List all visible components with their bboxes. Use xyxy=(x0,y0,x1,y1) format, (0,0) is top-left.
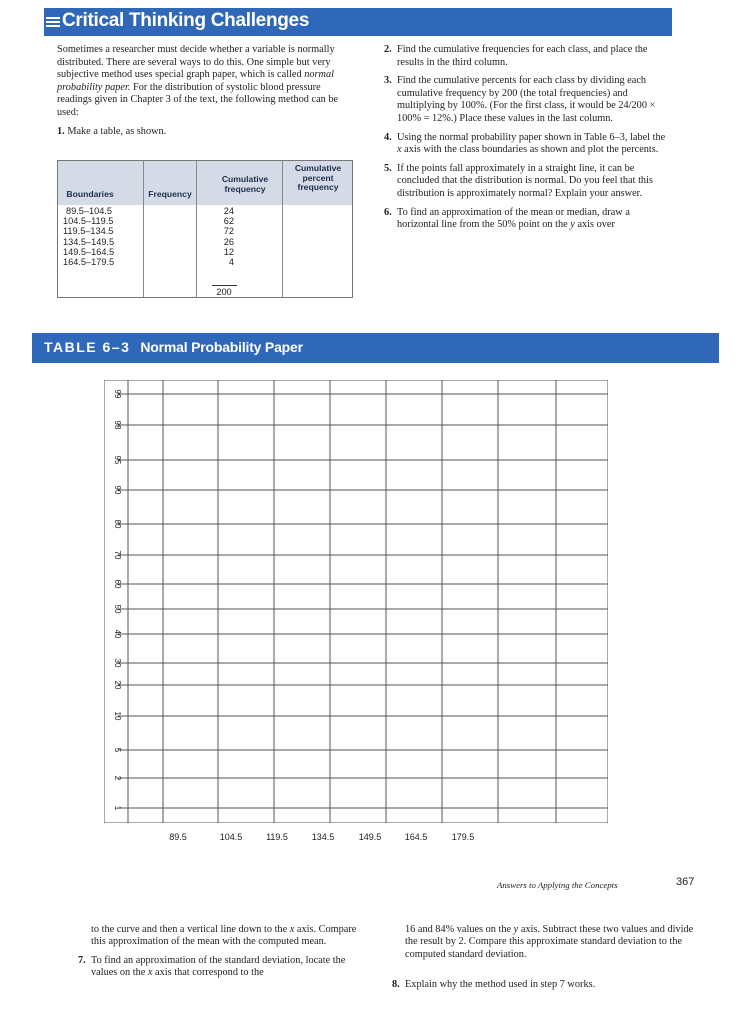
step-text: axis with the class boundaries as shown and plot the percents. xyxy=(401,144,659,156)
y-tick-label: 90 xyxy=(113,485,122,495)
step-7 xyxy=(78,955,358,980)
step-number: 2. xyxy=(384,44,392,55)
table-row: 12 xyxy=(223,246,234,257)
y-tick-label: 70 xyxy=(113,550,122,560)
step-6 xyxy=(384,207,672,232)
table-6-3-header xyxy=(32,333,719,363)
section-title: Critical Thinking Challenges xyxy=(62,10,310,31)
table-row: 104.5–119.5 xyxy=(63,216,114,227)
y-tick-label: 1 xyxy=(113,805,122,811)
x-tick-label: 134.5 xyxy=(311,832,335,842)
step-3 xyxy=(384,75,672,125)
x-tick-label: 149.5 xyxy=(358,832,382,842)
step-text: Make a table, as shown. xyxy=(67,125,167,137)
intro-emphasis: normal probability paper. xyxy=(57,69,334,93)
step-variable: y xyxy=(570,219,575,231)
table-6-3-title xyxy=(44,339,303,355)
step-5 xyxy=(384,163,672,201)
step-variable: x xyxy=(147,966,153,978)
table-divider xyxy=(143,161,144,297)
header-line: Cumulative xyxy=(221,174,269,184)
y-tick-label: 95 xyxy=(113,455,122,465)
step-text: 16 and 84% values on the xyxy=(405,924,514,935)
table-divider xyxy=(196,161,197,297)
y-tick-label: 2 xyxy=(113,775,122,781)
y-tick-label: 50 xyxy=(113,604,122,614)
y-tick-label: 98 xyxy=(113,420,122,430)
intro-text-1: Sometimes a researcher must decide whether a variable is normally distributed. There are several ways to do this. One simple but very subjective method uses special graph paper, which is called xyxy=(57,44,335,81)
table-label: TABLE 6–3 xyxy=(44,339,131,355)
right-column xyxy=(384,44,672,238)
table-divider xyxy=(282,161,283,297)
header-cumulative-percent xyxy=(284,164,352,193)
step-variable: y xyxy=(513,924,519,935)
step-text: Explain why the method used in step 7 works. xyxy=(405,978,596,990)
y-tick-label: 5 xyxy=(113,747,122,753)
bottom-left-column xyxy=(78,924,358,979)
table-row: 4 xyxy=(228,257,234,268)
intro-text-2: For the distribution of systolic blood pressure readings given in Chapter 3 of the text, the following method can be used: xyxy=(57,81,339,118)
step-number: 4. xyxy=(384,131,392,143)
header-line: percent xyxy=(302,172,334,183)
step-text: to the curve and then a vertical line down to the xyxy=(91,924,290,935)
y-tick-label: 30 xyxy=(113,658,122,668)
x-tick-label: 89.5 xyxy=(169,832,187,842)
table-row: 164.5–179.5 xyxy=(63,257,115,268)
table-title: Normal Probability Paper xyxy=(140,339,303,355)
header-boundaries: Boundaries xyxy=(66,189,114,199)
step-text: To find an approximation of the standard deviation, locate the values on the xyxy=(91,954,346,978)
section-header xyxy=(44,8,672,36)
y-tick-label: 60 xyxy=(113,579,122,589)
running-head: Answers to Applying the Concepts xyxy=(497,880,618,890)
step-text: axis that correspond to the xyxy=(152,966,264,978)
boundaries-column xyxy=(63,206,141,267)
y-tick-label: 99 xyxy=(113,389,122,399)
page-number: 367 xyxy=(676,876,695,888)
header-frequency: Frequency xyxy=(148,189,192,199)
table-row: 72 xyxy=(223,226,234,237)
step-number: 5. xyxy=(384,162,392,174)
step-variable: x xyxy=(397,144,402,156)
step-text: axis over xyxy=(574,219,615,231)
step-8 xyxy=(392,979,702,991)
step-6-continued xyxy=(78,924,358,949)
header-line: frequency xyxy=(224,183,266,194)
header-cumulative-frequency xyxy=(210,175,280,194)
step-number: 1. xyxy=(57,125,65,137)
step-text: axis. Subtract these two values and divide the result by 2. Compare this approximate standard deviation to the computed standard deviation. xyxy=(405,924,694,960)
step-1 xyxy=(57,126,352,139)
step-7-continued xyxy=(392,924,702,961)
left-column xyxy=(57,44,352,144)
step-text: axis. Compare this approximation of the mean with the computed mean. xyxy=(91,924,357,948)
step-text: Find the cumulative frequencies for each class, and place the results in the third column. xyxy=(397,44,648,68)
y-tick-label: 40 xyxy=(113,629,122,639)
step-text: Using the normal probability paper shown in Table 6–3, label the xyxy=(397,131,666,143)
step-number: 7. xyxy=(78,954,86,966)
total-rule xyxy=(212,285,237,286)
list-icon xyxy=(46,17,60,29)
table-row: 119.5–134.5 xyxy=(63,226,114,237)
x-tick-label: 104.5 xyxy=(219,832,243,842)
step-text: Find the cumulative percents for each class by dividing each cumulative frequency by 200 (the total frequencies) and multiplying by 100%. (For the first class, it would be 24/200 × 100% = 12%.) Place these values in the last column. xyxy=(397,75,656,124)
y-tick-label: 20 xyxy=(113,680,122,690)
step-text: If the points fall approximately in a straight line, it can be concluded that the distribution is normal. Do you feel that this distribution is approximately normal? Explain your answer. xyxy=(397,162,653,199)
table-row: 149.5–164.5 xyxy=(63,246,115,257)
step-number: 8. xyxy=(392,978,400,990)
bottom-right-column xyxy=(392,924,702,991)
table-row: 89.5–104.5 xyxy=(66,206,112,216)
header-line: Cumulative xyxy=(294,163,342,173)
frequency-column xyxy=(208,206,240,267)
step-text: To find an approximation of the mean or median, draw a horizontal line from the 50% point on the xyxy=(397,206,630,231)
intro-paragraph xyxy=(57,44,352,120)
header-line: frequency xyxy=(297,182,339,192)
table-row: 62 xyxy=(223,216,234,227)
table-row: 134.5–149.5 xyxy=(63,236,115,247)
y-tick-label: 80 xyxy=(113,519,122,529)
x-tick-label: 179.5 xyxy=(451,832,475,842)
probability-paper-grid xyxy=(104,380,608,823)
step-number: 3. xyxy=(384,75,392,87)
x-tick-label: 164.5 xyxy=(404,832,428,842)
step-4 xyxy=(384,132,672,157)
x-tick-label: 119.5 xyxy=(266,832,288,842)
frequency-table xyxy=(57,160,353,298)
step-variable: x xyxy=(289,924,295,935)
table-row: 26 xyxy=(223,236,234,247)
step-2 xyxy=(384,44,672,69)
y-tick-label: 10 xyxy=(113,711,122,721)
frequency-total: 200 xyxy=(216,287,232,297)
table-row: 24 xyxy=(223,206,234,216)
step-number: 6. xyxy=(384,206,392,218)
